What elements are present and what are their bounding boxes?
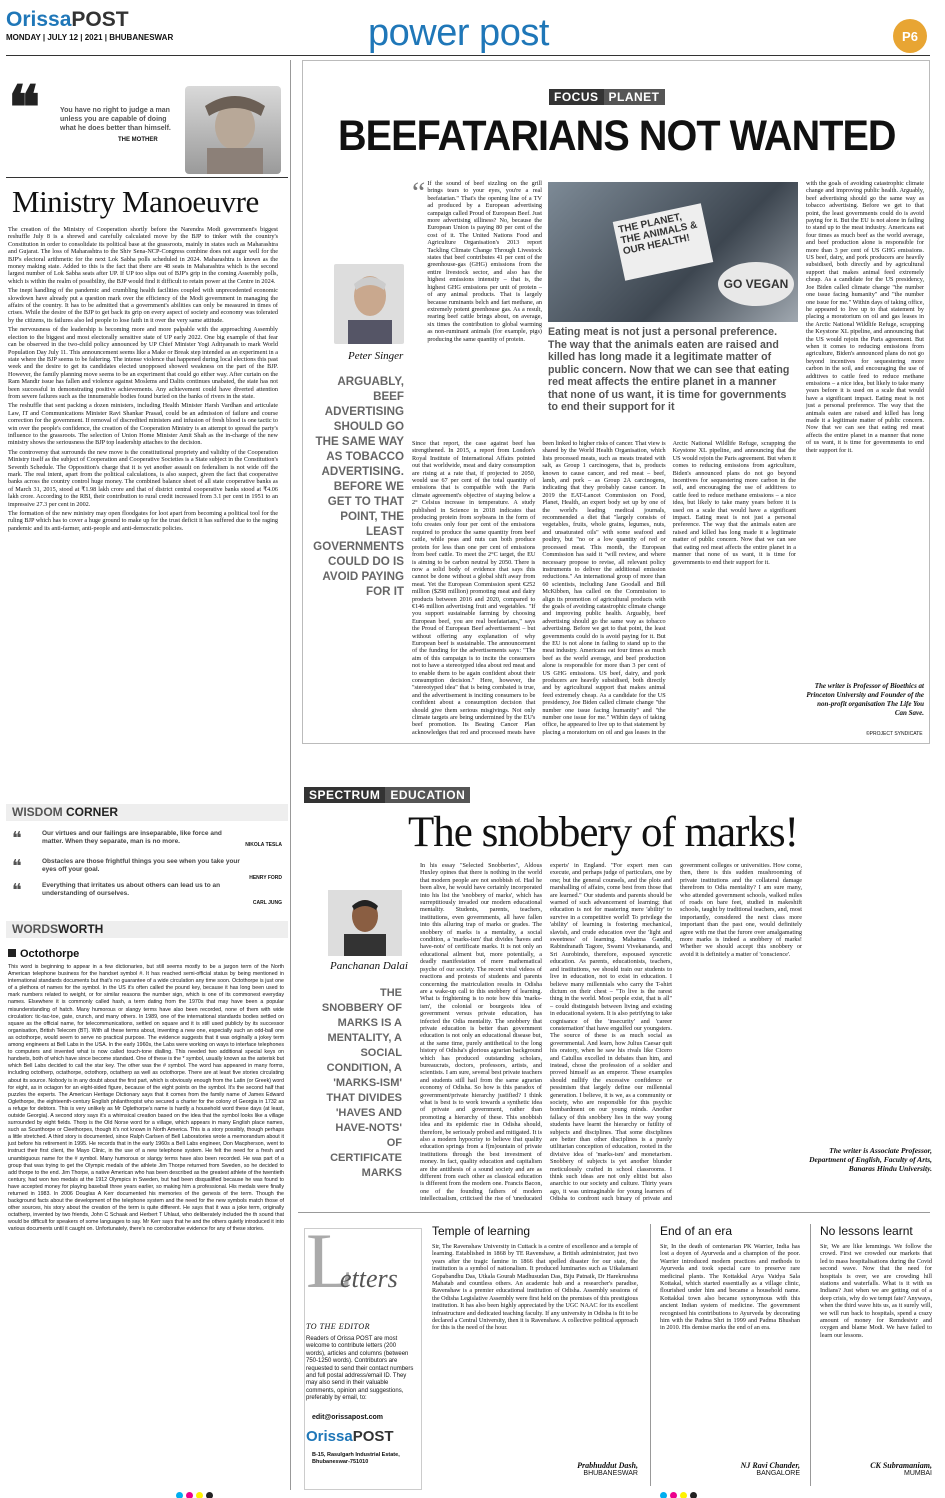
wisdom-author: HENRY FORD xyxy=(249,875,282,881)
bullet-icon xyxy=(8,949,16,957)
letter-body: Sir, We are like lemmings. We follow the crowd. First we crowded our markets that led to mass hospitalisations during the Covid second wave. Now that the need for hospitals is over, we are crowding hill stations and waterfalls. What is it with us Indians? Just when we are getting out of a deep crisis, why do we tempt fate? Anyways, when the third wave hits us, as it surely will, we will run back to hospitals, spend a crazy amount of money for Remdesivir and oxygen and blame Modi. We have failed to learn our lessons. xyxy=(820,1243,932,1339)
quote-icon: ❝ xyxy=(12,828,22,848)
dateline: MONDAY | JULY 12 | 2021 | BHUBANESWAR xyxy=(6,33,174,42)
photo-sign: GO VEGAN xyxy=(718,262,794,306)
photo-sign: THE PLANET, THE ANIMALS & OUR HEALTH! xyxy=(613,203,714,280)
wisdom-item xyxy=(12,858,282,882)
wordsworth-header xyxy=(6,921,288,938)
print-registration-marks xyxy=(660,1486,700,1498)
focus-tag xyxy=(549,88,665,106)
focus-pullquote: ARGUABLY, BEEF ADVERTISING SHOULD GO THE SAME WAY AS TOBACCO ADVERTISING. BEFORE WE GET TO THAT POINT, THE LEAST GOVERNMENTS COULD DO IS AVOID PAYING FOR IT xyxy=(313,375,404,598)
letter-place: BANGALORE xyxy=(756,1470,800,1477)
spectrum-author: Panchanan Dalai xyxy=(330,960,408,972)
wisdom-item xyxy=(12,882,282,914)
letter-title: End of an era xyxy=(660,1224,733,1238)
focus-body-top-wrap xyxy=(412,176,542,438)
letter-title: Temple of learning xyxy=(432,1224,531,1238)
letters-subtitle: TO THE EDITOR xyxy=(306,1322,370,1331)
wisdom-author: CARL JUNG xyxy=(252,900,282,906)
spectrum-tag-b: EDUCATION xyxy=(385,787,470,803)
letter xyxy=(820,1224,932,1490)
singer-portrait xyxy=(334,264,404,344)
focus-caption: Eating meat is not just a personal preference. The way that the animals eaten are raised and killed has long made it a legitimate matter of public concern. Now that we can see that eating red meat affects the entire planet in a manner that none of us want, it is time for governments to end their support for it xyxy=(548,326,790,413)
editorial-paragraph: The creation of the Ministry of Cooperation shortly before the Narendra Modi government's biggest reshuffle July 8 is a shrewd and carefully calculated move by the BJP to tinker with the country's Constitution in order to consolidate its political base at the grassroots, mainly in states such as Maharashtra and Gujarat. The loss of Maharashtra to the Shiv Sena-NCP-Congress combine does not augur well for the BJP's electoral arithmetic for the next Lok Sabha polls scheduled in 2024. Maharashtra is known as the money making state. Added to this is the fact that there are 48 seats in Maharashtra which is the second largest number of Lok Sabha seats after UP. If UP too slips out of BJP's grip in the coming Assembly polls, which is within the realm of possibility, the BJP would find it difficult to retain power at the Centre in 2024. xyxy=(8,226,278,285)
spectrum-bio: The writer is Associate Professor, Department of English, Faculty of Arts, Banaras Hindu University. xyxy=(809,1146,932,1173)
focus-author: Peter Singer xyxy=(348,350,404,362)
focus-credit: ©PROJECT SYNDICATE xyxy=(866,731,923,737)
letter-name: Prabhuddut Dash, xyxy=(577,1461,638,1470)
wisdom-header xyxy=(6,804,288,821)
letters-big-l: L xyxy=(306,1217,354,1304)
wisdom-title-b: CORNER xyxy=(66,805,119,819)
letter-body: Sir, The Ravenshaw University in Cuttack is a centre of excellence and a temple of learning. Established in 1868 by TE Ravenshaw, a British administrator, just two years after the tragic famine in 1866 that spelled disaster for our state, the institution is a symbol of nationalism. It produced luminaries such as Utkalamani Gopabandhu Das, Utkala Gourab Madhusudan Das, Biju Patnaik, Dr Harekrushna Mahatab and countless others. An academic hub and a researcher's paradise, Ravenshaw is a premier educational institution of Odisha. Assembly sessions of the Odisha Legislative Assembly were first held on the premises of this prestigious institution. It has also been highly appreciated by the UGC NAAC for its excellent infrastructure and dedicated teaching faculty. If any university in Odisha is fit to be declared a Central University, then it is Ravenshaw. A collective political approach for this is the need of the hour. xyxy=(432,1243,638,1332)
spectrum-tag-a: SPECTRUM xyxy=(304,787,385,803)
logo-orissa: Orissa xyxy=(6,8,72,31)
editorial-paragraph: The controversy that surrounds the new move is the constitutional propriety and validity of the Cooperation Ministry itself as the subject of Cooperation and Cooperative Societies is a State subject in the Constitution's Seventh Schedule. The Opposition's charge that it is yet another assault on federalism is not wide off the mark. The real intent, apart from the political calculations, is also suspect, given the fact that cooperative banks across the country control huge money. The combined balance sheet of all state cooperative banks as of March 31, 2015, stood at ₹1.98 lakh crore and that of district central cooperative banks stood at ₹4.06 lakh crore. According to the RBI, their contribution to rural credit increased from 3.1 per cent in 1951 to an impressive 27.3 per cent in 2002. xyxy=(8,448,278,508)
wisdom-text: Obstacles are those frightful things you see when you take your eyes off your goal. xyxy=(42,858,240,873)
editorial-paragraph: The inept handling of the pandemic and crumbling health facilities coupled with unprecedented economic slowdown have already put a question mark over the efficiency of the Modi government in managing the affairs of the country. It has to be admitted that a government's abilities can only be measured in times of crises. While the desire of the BJP to get back its grip on every aspect of society and economy was tolerated by the citizens, its failures also led people to lose faith in it over the very same attitude. xyxy=(8,287,278,324)
print-registration-marks xyxy=(176,1486,216,1498)
editorial-paragraph: The nervousness of the leadership is becoming more and more palpable with the approaching Assembly election to the biggest and most electorally sensitive state of UP early 2022. One big example of that fear can be observed in the two-child policy announced by UP Chief Minister Yogi Adityanath to mark World Population Day July 11. This announcement seems like a Make or Break step intended as an experiment in a state where the BJP seems to be faltering. The intense violence that happened during local elections this past week and the desire to get its candidates elected unopposed showed weakness on the part of the BJP. However, the family planning move seems to be an experiment that could go either way. After curtain on the Ram Mandir issue has fallen and violence against Moslems and Dalits continues unabated, the state has not been successful in demonstrating positive achievements. Any achievement could have diverted attention from severe failures such as the innumerable bodies found buried on the banks of rivers in the state. xyxy=(8,326,278,400)
dalai-portrait xyxy=(328,890,402,956)
spectrum-body: In his essay "Selected Snobberies", Aldous Huxley opines that there is nothing in the world that modern people are not snobbish of. Had he been alive, he would have certainly incorporated into his list the 'snobbery of marks', which has surreptitiously invaded our modern educational mentality. Students, parents, teachers, institutions, even governments, all have fallen into this alluring trap of marks or grades. The snobbery of marks is a mentality, a social condition, a 'marks-ism' that divides 'haves and have-nots' of certificate marks. It is not only an educational ailment but, more potentially, a deadly manifestation of mere mathematical psyche of our society. The recent viral videos of reactions and protests of students and parents concerning the matriculation results in Odisha are a wake-up call to this snobbery of learning. What is frightening is to note how this 'marks-ism', the colonial or bourgeois idea of government versus private education, has infected the Odia mentality. The snobbery that private education is better than government education is not only an educational disease but, at the same time, purely antithetical to the long history of Odisha's glorious agrarian background which has produced outstanding scholars, bureaucrats, doctors, professors, artists, and scientists. I am sure, several best private teachers and students still hail from the same agrarian economy of Odisha. So how is this paradox of government/private hierarchy justified? I think what is best is to work towards a synthetic idea of private and government, rather than promoting a hierarchy of these. This snobbish idea and its epidemic rise in Odisha should, therefore, be seriously probed and mitigated. It is also a modern hypocrisy to believe that quality education springs from a f(m)ountain of private institutions through the best investment of money. In fact, quality education and capitalism are the antithesis of a sound society and are as different from each other as classical education is different from the modern one. Francis Bacon, one of the founding fathers of modern intellectualism, criticised the rise of 'uneducated experts' in England. "For expert men can execute, and perhaps judge of particulars, one by one; but the general counsels, and the plots and marshalling of affairs, come best from those that are learned." Our students and parents should be warned of such advancement of learning; that education is not for mastering mere 'ability' to survive in a competitive world! To privilege the 'ability' of learning is fostering mechanical, slavish, and crude education over the 'light and sweetness' of learning. Mahatma Gandhi, Rabindranath Tagore, Swami Vivekananda, and Sri Aurobindo, therefore, espoused syncretic education. As parents, educationists, teachers, and institutions, we should train our students to live in education, not to exist in education. I believe many millennials who carry the T-shirt dictum on their chest – "To live is the rarest thing in the world. Most people exist, that is all" – could distinguish between living and existing in educational system. It is also petrifying to take cognisance of the 'insecurity' and 'career consternation' that have engulfed our youngsters. The source of these is as much social as governmental. And learn, how Julius Caesar quit his oratory, when he saw his rivals like Cicero and Catullus excelled in debates than him, and instead, chose the profession of a soldier and proved himself as an emperor. These examples should nullify the excessive confidence or pessimism that largely define our millennial generation. I believe, it is we, as a community or society, who are responsible for this psychic bombardment on our young minds. Another fallacy of this snobbery lies in the way young students have learnt the hierarchy or futility of subjects and disciplines. That some disciplines are better than other disciplines is a purely utilitarian conception of education, rooted in the divisive idea of 'marks-ism' and monetarism. Snobbery of subjects is yet another blunder meticulously crafted in school classrooms. I think such ideas are not only elitist but also anarchic to our society and culture. Thirty years ago, it was unimaginable for young learners of Odisha to confront such binary of private and government colleges or universities. How come, then, there is this sudden mushrooming of private institutions and the collateral damage therefrom to Odia mentality? I am sure many, who attended government schools, walked miles of roads on bare feet, studied in makeshift schools, taught by traditional teachers, and, most importantly, considered the next class more important than the past one, would definitely agree with me that the furore over amalgamating more marks is indeed a snobbery of marks! Whether we should accept this snobbery or avoid it is definitely a matter of 'conscience'. xyxy=(420,862,802,1203)
logo-orissa: Orissa xyxy=(306,1428,353,1445)
letter-body: Sir, In the death of centenarian PK Warrier, India has lost a doyen of Ayurveda and a champion of the poor. Warrier introduced modern practices and methods to Ayurveda and took special care to preserve rare medicinal plants. The Kottakkal Arya Vaidya Sala Kottakal, which started essentially as a village clinic, flourished under him and became a household name. Kottakkal town also became synonymous with this ancient Indian system of medicine. The government recognised his contributions to Ayurveda by decorating him with the Padma Shri in 1999 and Padma Bhushan in 2010. His demise marks the end of an era. xyxy=(660,1243,800,1332)
letter-place: MUMBAI xyxy=(904,1470,932,1477)
focus-tag-a: FOCUS xyxy=(549,89,604,105)
wisdom-title-a: WISDOM xyxy=(12,805,63,819)
focus-tag-b: PLANET xyxy=(604,89,665,105)
logo-post: POST xyxy=(352,1428,394,1445)
focus-headline: BEEFATARIANS NOT WANTED xyxy=(338,112,896,160)
editorial-paragraph: The formation of the new ministry may open floodgates for loot apart from becoming a political tool for the ruling BJP which has to cover a huge ground to make up for the trust deficit it has suffered due to the raging pandemic and its anti-farmer, anti-people and anti-democratic policies. xyxy=(8,510,278,532)
letter-name: CK Subramaniam, xyxy=(870,1461,932,1470)
wordsworth-body: This word is beginning to appear in a few dictionaries, but still seems mostly to be a jargon term of the North American telephone business for the handset symbol #. It has reached semi-official status by being mentioned in international standards documents but that's no guarantee of a wide circulation any time soon. Octothorpe is just one of a plethora of names for the symbol. In the US it's often called the pound key, because it has long been used to mark numbers related to weight, or for similar reasons the number sign, which is one of its commonest everyday names. Elsewhere it is commonly called hash, a term dating from the 1970s that may have been a popular misunderstanding of hatch. Many humorous or slangy terms have also been recorded, none of them with wide circulation: tic-tac-toe, gate, crunch, and many others. In 1989, one of the international standards bodies settled on square as the official name, for telecommunications, settled on square and it is still used publicly by its successor organisation, British Telecom (BT). With all these terms about, inventing a new one, especially such an odd-ball one as octothorpe, would seem to serve no practical purpose. The evidence suggests that it was originally a jokey term among engineers at Bell Labs in the USA. In the early 1960s, the Labs were working on ways to interface telephones to computers and invented what is now called touch-tone dialling. This needed two additional special keys on handsets, both of which have since become standard. One of these is the * symbol, usually known as the asterisk but which Bell Labs decided to call the star key. The other was the # symbol. The word has appeared in many forms, including octotherp, octathorpe, octothorp, octatherp as well as octothorpe. There are at least five stories circulating about its source. Nobody is in any doubt about the first part, which is obviously enough from the Latin (or Greek) word for eight, as in octagon for an eight-sided figure, because of the eight points on the symbol. It's the second half that puzzles the experts. The American Heritage Dictionary says that it comes from the family name of James Edward Oglethorpe, the eighteenth-century English philanthropist who secured a charter for the colony of Georgia in 1732 as a refuge for debtors. This is very unlikely as Mr Oglethorpe's name is hardly a household word these days (at least, outside Georgia). A second story says it's a whimsical creation based on the idea that the symbol looks like a village surrounded by eight fields. Thorp is the Old Norse word for a village, which appears in many English place names, such as Scunthorpe or Cleethorpes, though it's not known in North America. This is a story possibly, though perhaps a little stretched. A third story is documented, since Ralph Carlsen of Bell Laboratories wrote a memorandum about it just before his retirement in 1995. He records that in the early 1960s a Bell Labs engineer, Don Macpherson, went to instruct their first client, the Mayo Clinic, in the use of a new telephone system. He felt the need for a fresh and unambiguous name for the # symbol. Many humorous or slangy terms have also been recorded. He was part of a group that was trying to get the Olympic medals of the athlete Jim Thorpe returned from Sweden, so he decided to add thorpe to the end. Jim Thorpe, a native American who has been described as the greatest athlete of the twentieth century, had won two medals at the 1912 Olympics in Sweden, but had been disqualified because he was found to have accepted money for playing baseball three years earlier, so making him a professional. His medals were finally returned in 1983. In 2006 Douglas A Kerr documented his memories of the genesis of the term. Though the background facts about the development of the telephone system and the need for the new symbols match those of other sources, his story about the creation of the term is quite different. He says that it was a joke term, originally octatherp, invented by two friends, John C Schaak and Herbert T Uhlaut, who deliberately included the th sound that would be difficult for speakers of some languages to say. Mr Kerr says that he and the others quietly introduced it into various documents until it caught on. Unfortunately, there's no corroborative evidence for any of these stories. xyxy=(8,964,284,1233)
letters-logo xyxy=(306,1428,394,1446)
wordsworth-title-a: WORDS xyxy=(12,922,58,936)
section-title: power post xyxy=(368,12,549,54)
letter xyxy=(432,1224,638,1490)
quote-author: THE MOTHER xyxy=(118,137,158,143)
quote-mark-icon: ❝ xyxy=(8,75,41,141)
editorial-body xyxy=(8,226,278,791)
focus-bio: The writer is Professor of Bioethics at Princeton University and Founder of the non-profit organisation The Life You Can Save. xyxy=(806,682,924,717)
wordsworth-title-b: WORTH xyxy=(58,922,104,936)
spectrum-headline: The snobbery of marks! xyxy=(408,809,798,856)
wisdom-text: Everything that irritates us about others can lead us to an understanding of ourselves. xyxy=(42,882,221,897)
editorial-title: Ministry Manoeuvre xyxy=(12,184,259,219)
letters-info: Readers of Orissa POST are most welcome to contribute letters (200 words), articles and columns (between 750-1250 words). Contributors are requested to send their contact numbers and full postal address/email ID. They may also send in their valuable comments, opinion and suggestions, preferably by email, to: xyxy=(306,1336,414,1402)
page-number: P6 xyxy=(893,19,927,53)
wisdom-text: Our virtues and our failings are inseparable, like force and matter. When they separate, man is no more. xyxy=(42,830,222,845)
letters-address: B-15, Rasulgarh Industrial Estate, Bhubaneswar-751010 xyxy=(312,1452,400,1465)
spectrum-pullquote: THE SNOBBERY OF MARKS IS A MENTALITY, A SOCIAL CONDITION, A 'MARKS-ISM' THAT DIVIDES 'HAVES AND HAVE-NOTS' OF CERTIFICATE MARKS xyxy=(321,987,402,1179)
focus-body-main: Since that report, the case against beef has strengthened. In 2015, a report from London's Royal Institute of International Affairs pointed out that worldwide, meat and dairy consumption are rising at a rate that, if projected to 2050, would use 67 per cent of the total quantity of emissions that is compatible with the Paris climate agreement's objective of staying below a 2° Celsius increase in temperature. A study published in Science in 2018 indicates that producing protein from soybeans in the form of tofu creates only four per cent of the emissions required to produce the same quantity from beef cattle, while peas and nuts can both produce protein for less than one per cent of emissions from beef cattle. To meet the 2°C target, the EU is aiming to be carbon neutral by 2050. There is now a solid body of evidence that says this cannot be done without a global shift away from meat. Yet the European Commission spent €252 million ($298 million) promoting meat and dairy products between 2016 and 2020, compared to €146 million advertising fruit and vegetables. "If you support sustainable farming by choosing European beef, you are real beefatarians," says the Proud of European Beef advertisement – but without offering any explanation of why European beef is sustainable. The announcement of the funding for the advertisements says: "The aim of this campaign is to incite the consumers not to have a stereotyped idea about red meat and to enable them to be again confident about their consumption decision." Here, however, the "stereotyped idea" that is being combated is true, and the advertisement is inciting consumers to be confident about a consumption decision that should give them serious misgivings. Not only climate targets are being undermined by the EU's beef promotion. Its Beating Cancer Plan acknowledges that red and processed meats have been linked to higher risks of cancer. That view is shared by the World Health Organisation, which lists processed meats, such as meats treated with salt, as Group 1 carcinogens, that is, products known to cause cancer, and red meat – beef, lamb, and pork – as Group 2A carcinogens, indicating that they probably cause cancer. In 2019 the EAT-Lancet Commission on Food, Planet, Health, an expert body set up by one of the world's leading medical journals, recommended a diet that "largely consists of vegetables, fruits, whole grains, legumes, nuts, and unsaturated oils" with some seafood and poultry, but "no or a low quantity of red or processed meat. This month, the European Commission has said it "will review, and where necessary propose to revise, all relevant policy instruments to deliver the additional emission reductions." An international group of more than 60 scientists, including Jane Goodall and Bill McKibben, has called on the Commission to align its promotion of agricultural products with the goals of avoiding catastrophic climate change and improving public health. Arguably, beef advertising should go the same way as tobacco advertising. Before we get to that point, the least governments could do is avoid paying for it. But the EU is not alone in failing to stand up to the meat industry. Americans eat four times as much beef as the world average, and beef production alone is responsible for more than 3 per cent of US GHG emissions. US beef, dairy, and pork producers are heavily subsidised, both directly and by agricultural support that makes animal feed extremely cheap. As a candidate for the US presidency, Joe Biden called climate change "the number one issue facing humanity" and "the number one issue for me." Within days of taking office, he appeared to live up to that statement by placing a moratorium on oil and gas leases in the Arctic National Wildlife Refuge, scrapping the Keystone XL pipeline, and announcing that the US would rejoin the Paris agreement. But when it comes to reducing emissions from agriculture, Biden's announced plans do not go beyond incentives for sequestering more carbon in the soil, and encouraging the use of additives to cattle feed to reduce methane emissions – a nice idea, but likely to take many years before it is used on a scale that would have a significant impact. Eating meat is not just a personal preference. The way that the animals eaten are raised and killed has long made it a legitimate matter of public concern. Now that we can see that eating red meat affects the entire planet in a manner that none of us want, it is time for governments to end their support for it. xyxy=(412,440,796,736)
logo-post: POST xyxy=(71,8,129,31)
wisdom-item xyxy=(12,830,282,858)
letters-email: edit@orissapost.com xyxy=(312,1414,384,1421)
quote-icon: ❝ xyxy=(12,880,22,900)
editorial-paragraph: The reshuffle that sent packing a dozen ministers, including Health Minister Harsh Vardhan and articulate Law, IT and Communications Minister Ravi Shankar Prasad, could be an admission of failure and course correction for the government. If removal of discredited ministers and infusion of fresh blood is one tactic to win over the people's confidence, the creation of the Cooperation Ministry is an attempt to spread the party's influence to the grassroots. The selection of Union Home Minister Amit Shah as the in-charge of the new ministry shows the seriousness the BJP top leadership attaches to the decision. xyxy=(8,402,278,447)
wisdom-list xyxy=(12,830,282,914)
wisdom-author: NIKOLA TESLA xyxy=(245,842,282,848)
spectrum-tag xyxy=(304,786,470,804)
quote-text: You have no right to judge a man unless you are capable of doing what he does better than himself. xyxy=(60,107,171,132)
quote-icon: ❝ xyxy=(12,856,22,876)
letter-title: No lessons learnt xyxy=(820,1224,913,1238)
wordsworth-word-row xyxy=(8,948,79,960)
letter xyxy=(660,1224,800,1490)
wordsworth-word: Octothorpe xyxy=(20,948,80,960)
letters-title: etters xyxy=(340,1264,398,1293)
focus-body-top: If the sound of beef sizzling on the grill brings tears to your eyes, you're a real beefatarian." That's the opening line of a TV ad produced by a European advertising campaign called Proud of European Beef. Just more advertising silliness? No, because the European Union is paying 80 per cent of the cost of it. The United Nations Food and Agriculture Organisation's 2013 report Tackling Climate Change Through Livestock states that beef contributes 41 per cent of the greenhouse-gas (GHG) emissions from the entire livestock sector, and also has the highest emissions intensity – that is, the highest GHG emissions per unit of protein – of any animal products. That is largely because ruminants belch and fart methane, an extremely potent greenhouse gas. As a result, rearing beef cattle brings about, on average, six times the contribution to global warming as non-ruminant animals (for example, pigs) producing the same quantity of protein. xyxy=(427,180,542,343)
protest-photo xyxy=(548,182,798,322)
focus-body-side: with the goals of avoiding catastrophic climate change and improving public health. Arguably, beef advertising should go the same way as tobacco advertising. Before we get to that point, the least governments could do is avoid paying for it. But the EU is not alone in failing to stand up to the meat industry. Americans eat four times as much beef as the world average, and beef production alone is responsible for more than 3 per cent of US GHG emissions. US beef, dairy, and pork producers are heavily subsidised, both directly and by agricultural support that makes animal feed extremely cheap. As a candidate for the US presidency, Joe Biden called climate change "the number one issue facing humanity" and "the number one issue for me." Within days of taking office, he appeared to live up to that statement by placing a moratorium on oil and gas leases in the Arctic National Wildlife Refuge, scrapping the Keystone XL pipeline, and announcing that the US would rejoin the Paris agreement. But when it comes to reducing emissions from agriculture, Biden's announced plans do not go beyond incentives for sequestering more carbon in the soil, and encouraging the use of additives to cattle feed to reduce methane emissions – a nice idea, but likely to take many years before it is used on a scale that would have a significant impact. Eating meat is not just a personal preference. The way that the animals eaten are raised and killed has long made it a legitimate matter of public concern. Now that we can see that eating red meat affects the entire planet in a manner that none of us want, it is time for governments to end their support for it. xyxy=(806,180,924,454)
letter-place: BHUBANESWAR xyxy=(583,1470,638,1477)
dropquote-icon: “ xyxy=(412,176,426,209)
mother-portrait xyxy=(185,86,281,174)
letter-name: NJ Ravi Chander, xyxy=(740,1461,800,1470)
masthead-logo xyxy=(6,8,166,32)
